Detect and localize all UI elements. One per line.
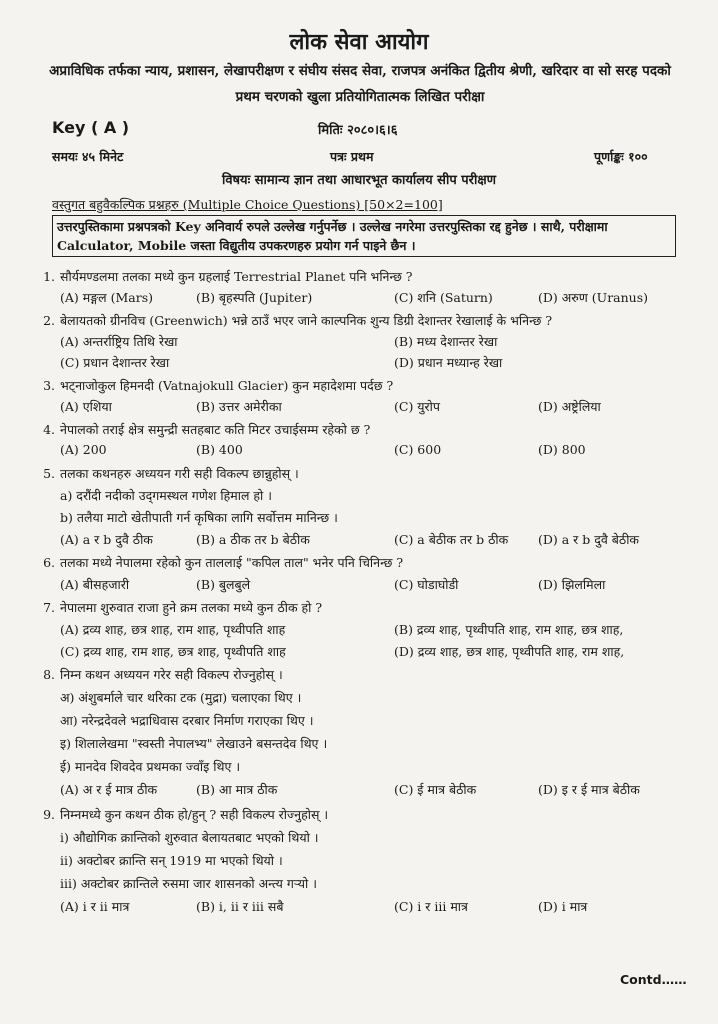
option: (D) झिलमिला [538, 577, 606, 592]
option: (B) a ठीक तर b बेठीक [196, 532, 310, 547]
question-number: 4. [43, 422, 55, 437]
option: (A) द्रव्य शाह, छत्र शाह, राम शाह, पृथ्वीपति शाह [60, 622, 286, 637]
option: (D) a र b दुवै बेठीक [538, 532, 640, 547]
question [43, 465, 299, 483]
question-number: 5. [43, 466, 55, 481]
option: (C) घोडाघोडी [394, 577, 459, 592]
exam-date: मितिः २०८०।६।६ [318, 123, 398, 138]
question-number: 2. [43, 313, 55, 328]
option: (C) a बेठीक तर b ठीक [394, 532, 509, 547]
exam-subtitle: अप्राविधिक तर्फका न्याय, प्रशासन, लेखापरीक्षण र संघीय संसद सेवा, राजपत्र अनंकित द्वितीय श्रेणी, खरिदार वा सो सरह पदको प्रथम चरणको खुला प्रतियोगितात्मक लिखित परीक्षा [49, 63, 671, 105]
exam-time: समयः ४५ मिनेट [52, 149, 124, 164]
option: (B) द्रव्य शाह, पृथ्वीपति शाह, राम शाह, छत्र शाह, [394, 622, 624, 637]
statement: iii) अक्टोबर क्रान्तिले रुसमा जार शासनको अन्त्य गऱ्यो । [60, 876, 317, 891]
mcq-heading: वस्तुगत बहुवैकल्पिक प्रश्नहरु (Multiple Choice Questions) [50×2=100] [52, 197, 443, 212]
question-number: 1. [43, 269, 55, 284]
option: (C) द्रव्य शाह, राम शाह, छत्र शाह, पृथ्वीपति शाह [60, 644, 286, 659]
option: (B) i, ii र iii सबै [196, 899, 284, 914]
question [43, 599, 323, 617]
option: (C) प्रधान देशान्तर रेखा [60, 355, 170, 370]
question [43, 312, 553, 330]
commission-title: लोक सेवा आयोग [289, 29, 429, 55]
option: (A) a र b दुवै ठीक [60, 532, 153, 547]
option: (A) अन्तर्राष्ट्रिय तिथि रेखा [60, 334, 178, 349]
question-text: नेपालको तराई क्षेत्र समुन्द्री सतहबाट कति मिटर उचाईसम्म रहेको छ ? [60, 422, 371, 437]
question [43, 377, 394, 395]
question-number: 6. [43, 555, 55, 570]
option: (D) अरुण (Uranus) [538, 290, 649, 305]
statement: इ) शिलालेखमा "स्वस्ती नेपालभ्य" लेखाउने बसन्तदेव थिए । [60, 736, 328, 751]
statement: i) औद्योगिक क्रान्तिको शुरुवात बेलायतबाट भएको थियो । [60, 830, 319, 845]
answer-key-label: Key ( A ) [52, 118, 130, 137]
option: (C) शनि (Saturn) [394, 290, 493, 305]
question-number: 8. [43, 667, 55, 682]
option: (C) ई मात्र बेठीक [394, 782, 477, 797]
option: (D) इ र ई मात्र बेठीक [538, 782, 640, 797]
question-number: 9. [43, 807, 55, 822]
instruction-line: उत्तरपुस्तिकामा प्रश्नपत्रको Key अनिवार्य रुपले उल्लेख गर्नुपर्नेछ । उल्लेख नगरेमा उत्तरपुस्तिका रद्द हुनेछ । साथै, परीक्षामा [57, 219, 608, 234]
question [43, 421, 371, 439]
option: (B) आ मात्र ठीक [196, 782, 278, 797]
statement: ई) मानदेव शिवदेव प्रथमका ज्वाँइ थिए । [60, 759, 241, 774]
option: (D) द्रव्य शाह, छत्र शाह, पृथ्वीपति शाह, राम शाह, [394, 644, 625, 659]
question-text: तलका कथनहरु अध्ययन गरी सही विकल्प छान्नुहोस् । [60, 466, 299, 481]
statement: अ) अंशुबर्माले चार थरिका टक (मुद्रा) चलाएका थिए । [60, 690, 302, 705]
statement: आ) नरेन्द्रदेवले भद्राधिवास दरबार निर्माण गराएका थिए । [60, 713, 314, 728]
question-number: 3. [43, 378, 55, 393]
option: (A) मङ्गल (Mars) [60, 290, 153, 305]
option: (D) 800 [538, 442, 586, 457]
option: (D) प्रधान मध्यान्ह रेखा [394, 355, 503, 370]
question-text: निम्न कथन अध्ययन गरेर सही विकल्प रोज्नुहोस् । [60, 667, 283, 682]
option: (A) एशिया [60, 399, 112, 414]
question-text: सौर्यमण्डलमा तलका मध्ये कुन ग्रहलाई Terrestrial Planet पनि भनिन्छ ? [60, 269, 413, 284]
instruction-box [52, 215, 676, 257]
question-text: नेपालमा शुरुवात राजा हुने क्रम तलका मध्ये कुन ठीक हो ? [60, 600, 323, 615]
question-text: भट्नाजोकुल हिमनदी (Vatnajokull Glacier) कुन महादेशमा पर्दछ ? [60, 378, 394, 393]
paper-label: पत्रः प्रथम [330, 149, 374, 164]
question-text: तलका मध्ये नेपालमा रहेको कुन ताललाई "कपिल ताल" भनेर पनि चिनिन्छ ? [60, 555, 404, 570]
subject-line: विषयः सामान्य ज्ञान तथा आधारभूत कार्यालय सीप परीक्षण [221, 173, 497, 188]
option: (A) 200 [60, 442, 107, 457]
option: (B) उत्तर अमेरीका [196, 399, 282, 414]
option: (B) 400 [196, 442, 243, 457]
question [43, 806, 329, 824]
question-number: 7. [43, 600, 55, 615]
question-text: बेलायतको ग्रीनविच (Greenwich) भन्ने ठाउँ भएर जाने काल्पनिक शुन्य डिग्री देशान्तर रेखालाई के भनिन्छ ? [60, 313, 553, 328]
option: (B) बुलबुले [196, 577, 251, 592]
statement: a) दराैंदी नदीको उद्‌गमस्थल गणेश हिमाल हो । [60, 488, 272, 503]
question [43, 666, 283, 684]
continued-label: Contd…… [620, 972, 687, 987]
question [43, 268, 413, 286]
option: (C) i र iii मात्र [394, 899, 468, 914]
option: (B) बृहस्पति (Jupiter) [196, 290, 313, 305]
option: (A) अ र ई मात्र ठीक [60, 782, 158, 797]
full-marks: पूर्णाङ्कः १०० [594, 149, 648, 164]
instruction-line: Calculator, Mobile जस्ता विद्युतीय उपकरणहरु प्रयोग गर्न पाइने छैन । [57, 238, 416, 253]
option: (A) बीसहजारी [60, 577, 130, 592]
statement: b) तलैया माटो खेतीपाती गर्न कृषिका लागि सर्वोत्तम मानिन्छ । [60, 510, 338, 525]
option: (C) युरोप [394, 399, 440, 414]
question [43, 554, 404, 572]
option: (C) 600 [394, 442, 442, 457]
option: (A) i र ii मात्र [60, 899, 130, 914]
option: (D) अष्ट्रेलिया [538, 399, 601, 414]
statement: ii) अक्टोबर क्रान्ति सन् 1919 मा भएको थियो । [60, 853, 283, 868]
option: (D) i मात्र [538, 899, 588, 914]
option: (B) मध्य देशान्तर रेखा [394, 334, 498, 349]
question-text: निम्नमध्ये कुन कथन ठीक हो/हुन् ? सही विकल्प रोज्नुहोस् । [60, 807, 329, 822]
